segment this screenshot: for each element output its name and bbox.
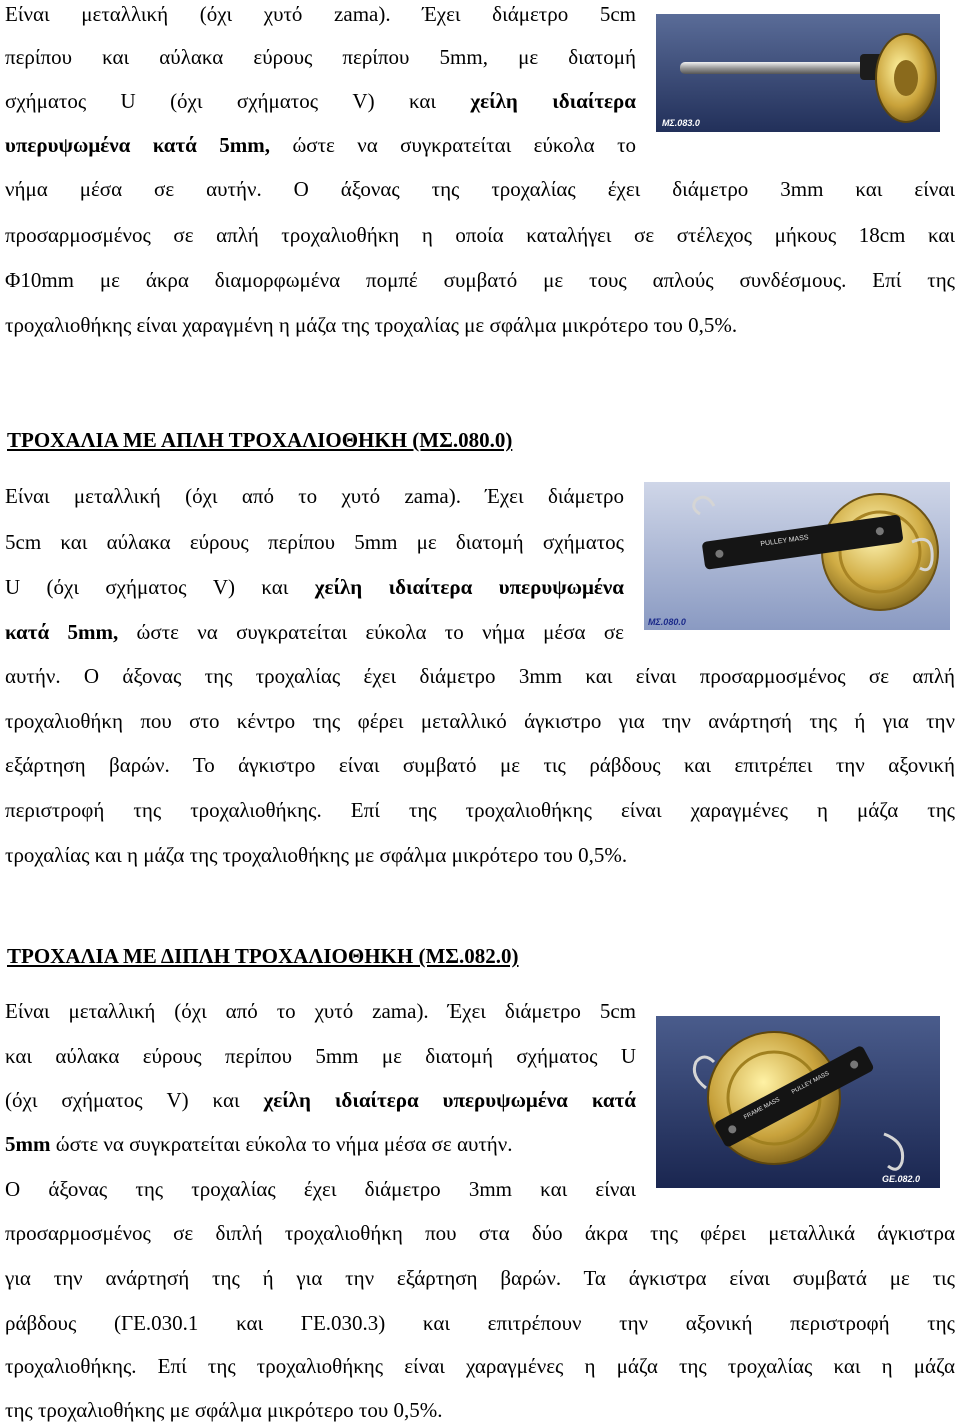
s3-line-4: 5mm ώστε να συγκρατείται εύκολα το νήμα μέσα σε αυτήν. — [5, 1132, 513, 1156]
s1-image-label: ΜΣ.083.0 — [662, 118, 700, 128]
s2-image-label: ΜΣ.080.0 — [648, 617, 686, 627]
s3-line-3: (όχι σχήματος V) και χείλη ιδιαίτερα υπερυψωμένα κατά — [5, 1088, 637, 1112]
s3-image-label: GE.082.0 — [882, 1174, 921, 1184]
s3-plate-text-b: FRAME MASS — [743, 1097, 782, 1121]
pulley-single-frame-image — [644, 482, 950, 630]
s1-line-4: υπερυψωμένα κατά 5mm, ώστε να συγκρατείται εύκολα το — [5, 133, 637, 157]
s2-line-8: περιστροφή της τροχαλιοθήκης. Επί της τροχαλιοθήκης είναι χαραγμένες η μάζα της — [5, 798, 955, 822]
s2-line-7: εξάρτηση βαρών. Το άγκιστρο είναι συμβατό με τις ράβδους και επιτρέπει την αξονική — [5, 753, 955, 777]
s1-line-6: προσαρμοσμένος σε απλή τροχαλιοθήκη η οποία καταλήγει σε στέλεχος μήκους 18cm και — [5, 223, 955, 247]
s1-line-1: Είναι μεταλλική (όχι χυτό zama). Έχει διάμετρο 5cm — [5, 2, 636, 26]
s3-plate-text-a: PULLEY MASS — [790, 1070, 831, 1096]
s2-line-6: τροχαλιοθήκη που στο κέντρο της φέρει μεταλλικό άγκιστρο για την ανάρτησή της ή για την — [5, 709, 955, 733]
s3-line-9: τροχαλιοθήκης. Επί της τροχαλιοθήκης είναι χαραγμένες η μάζα της τροχαλίας και η μάζα — [5, 1354, 955, 1378]
pulley-double-frame-image — [656, 1016, 940, 1188]
s2-plate-text: PULLEY MASS — [760, 534, 810, 548]
s3-line-5: Ο άξονας της τροχαλίας έχει διάμετρο 3mm και είναι — [5, 1177, 636, 1201]
s1-line-8: τροχαλιοθήκης είναι χαραγμένη η μάζα της τροχαλίας με σφάλμα μικρότερο του 0,5%. — [5, 313, 738, 337]
s2-heading: ΤΡΟΧΑΛΙΑ ΜΕ ΑΠΛΗ ΤΡΟΧΑΛΙΟΘΗΚΗ (ΜΣ.080.0) — [7, 428, 513, 452]
s1-line-3: σχήματος U (όχι σχήματος V) και χείλη ιδιαίτερα — [5, 89, 636, 113]
s3-line-2: και αύλακα εύρους περίπου 5mm με διατομή σχήματος U — [5, 1044, 636, 1068]
s3-line-7: για την ανάρτησή της ή για την εξάρτηση βαρών. Τα άγκιστρα είναι συμβατά με τις — [5, 1266, 955, 1290]
s3-line-10: της τροχαλιοθήκης με σφάλμα μικρότερο του 0,5%. — [5, 1398, 443, 1422]
s2-line-3: U (όχι σχήματος V) και χείλη ιδιαίτερα υπερυψωμένα — [5, 575, 625, 599]
s3-line-1: Είναι μεταλλική (όχι από το χυτό zama). Έχει διάμετρο 5cm — [5, 999, 636, 1023]
s3-line-6: προσαρμοσμένος σε διπλή τροχαλιοθήκη που στα δύο άκρα της φέρει μεταλλικά άγκιστρα — [5, 1221, 955, 1245]
s2-line-5: αυτήν. Ο άξονας της τροχαλίας έχει διάμετρο 3mm και είναι προσαρμοσμένος σε απλή — [5, 664, 955, 688]
s2-line-9: τροχαλίας και η μάζα της τροχαλιοθήκης με σφάλμα μικρότερο του 0,5%. — [5, 843, 628, 867]
pulley-with-rod-image — [656, 14, 940, 132]
s2-line-4: κατά 5mm, ώστε να συγκρατείται εύκολα το νήμα μέσα σε — [5, 620, 624, 644]
s2-line-1: Είναι μεταλλική (όχι από το χυτό zama). Έχει διάμετρο — [5, 484, 624, 508]
s1-line-5: νήμα μέσα σε αυτήν. Ο άξονας της τροχαλίας έχει διάμετρο 3mm και είναι — [5, 177, 955, 201]
s3-heading: ΤΡΟΧΑΛΙΑ ΜΕ ΔΙΠΛΗ ΤΡΟΧΑΛΙΟΘΗΚΗ (ΜΣ.082.0) — [7, 944, 519, 968]
s1-line-2: περίπου και αύλακα εύρους περίπου 5mm, με διατομή — [5, 45, 636, 69]
s1-line-7: Φ10mm με άκρα διαμορφωμένα πομπέ συμβατό με τους απλούς συνδέσμους. Επί της — [5, 268, 955, 292]
s2-line-2: 5cm και αύλακα εύρους περίπου 5mm με διατομή σχήματος — [5, 530, 624, 554]
s3-line-8: ράβδους (ΓΕ.030.1 και ΓΕ.030.3) και επιτρέπουν την αξονική περιστροφή της — [5, 1311, 955, 1335]
